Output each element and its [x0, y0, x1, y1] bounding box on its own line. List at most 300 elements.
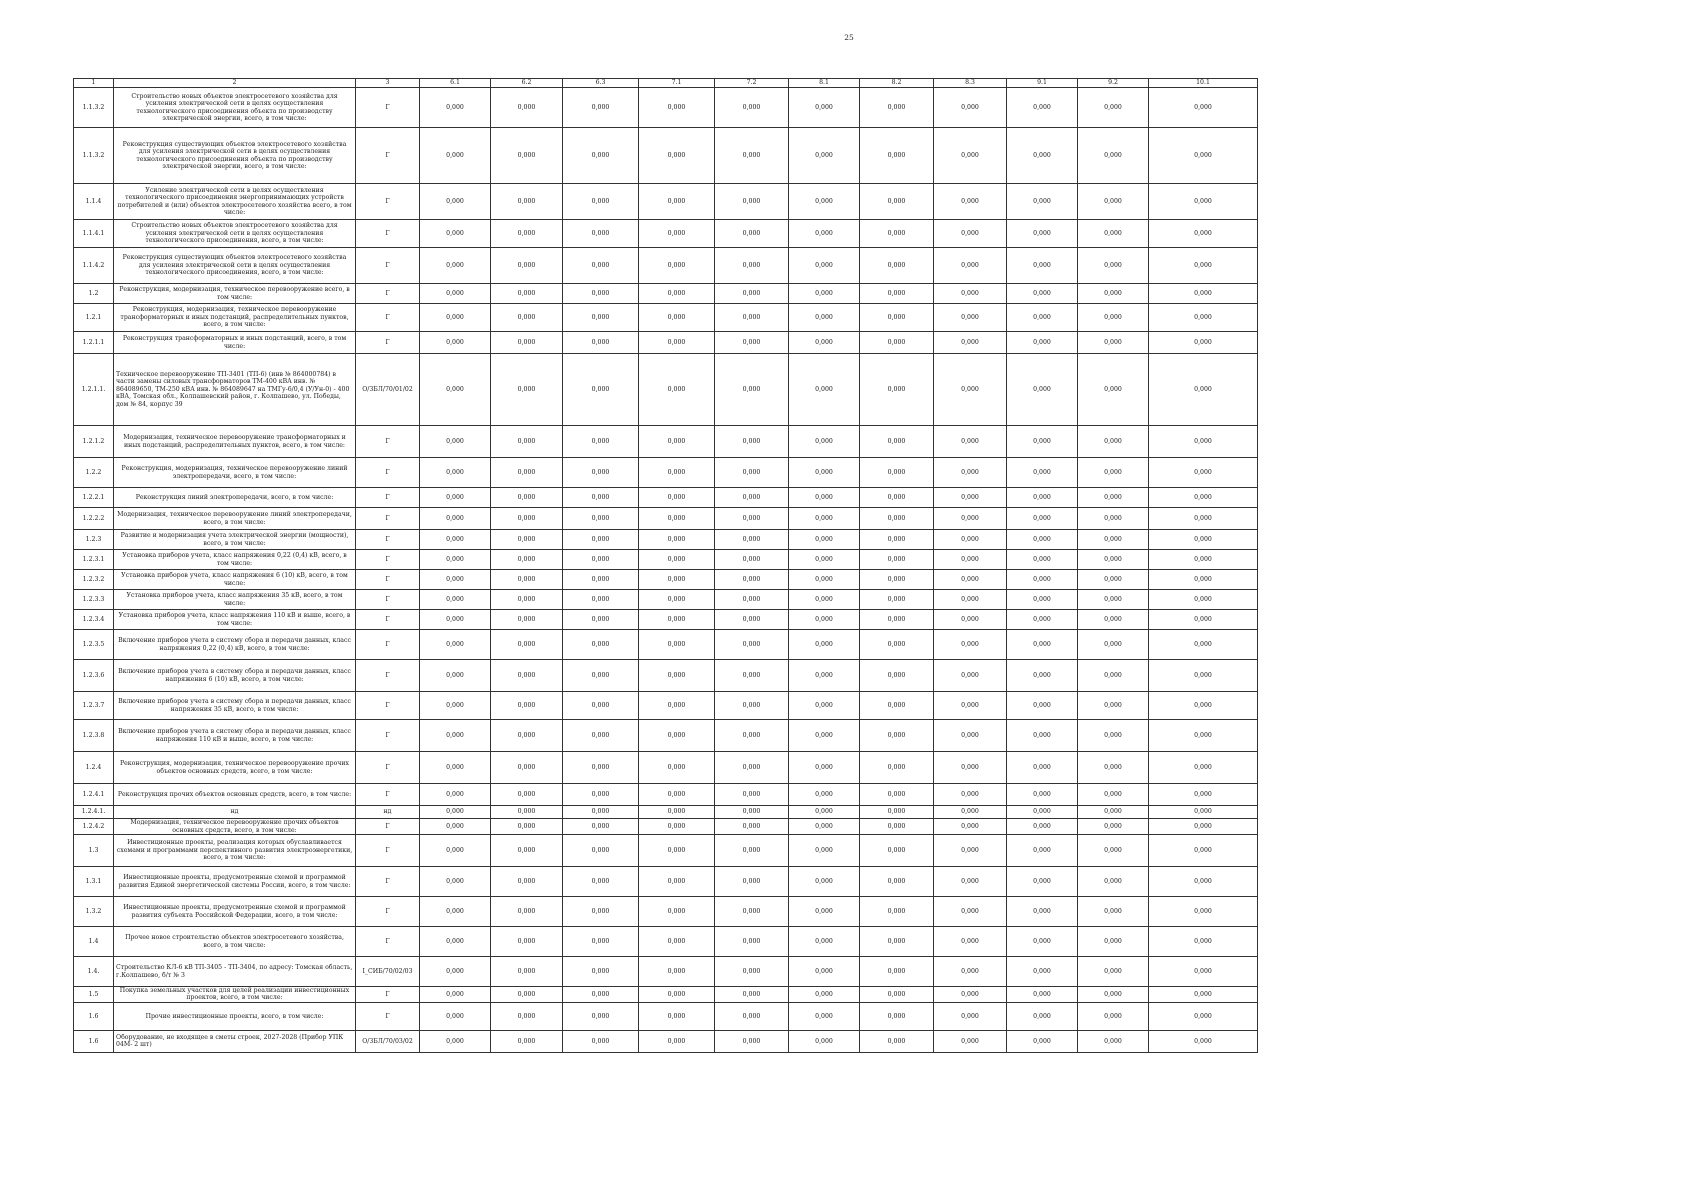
value-cell: 0,000	[639, 692, 715, 720]
value-cell: 0,000	[491, 284, 563, 304]
value-cell: 0,000	[639, 720, 715, 752]
value-cell: 0,000	[860, 220, 934, 248]
header-cell: 10.1	[1149, 79, 1258, 88]
row-id-cell: 1.2.3.7	[74, 692, 114, 720]
value-cell: 0,000	[491, 550, 563, 570]
value-cell: 0,000	[860, 128, 934, 184]
value-cell: 0,000	[789, 458, 860, 488]
header-cell: 7.1	[639, 79, 715, 88]
value-cell: 0,000	[789, 1030, 860, 1052]
value-cell: 0,000	[934, 550, 1007, 570]
row-code-cell: Г	[356, 488, 420, 508]
table-row	[74, 720, 1258, 752]
value-cell: 0,000	[715, 610, 789, 630]
value-cell: 0,000	[420, 720, 491, 752]
value-cell: 0,000	[934, 630, 1007, 660]
row-id-cell: 1.2.3.6	[74, 660, 114, 692]
value-cell: 0,000	[860, 819, 934, 835]
value-cell: 0,000	[860, 508, 934, 530]
row-id-cell: 1.1.3.2	[74, 128, 114, 184]
table-row	[74, 458, 1258, 488]
value-cell: 0,000	[1149, 570, 1258, 590]
row-name-cell: Реконструкция существующих объектов электросетевого хозяйства для усиления электрической сети в целях осуществления технологического присоединения, всего, в том числе:	[114, 248, 356, 284]
row-code-cell: Г	[356, 660, 420, 692]
value-cell: 0,000	[639, 284, 715, 304]
value-cell: 0,000	[934, 835, 1007, 867]
row-code-cell: Г	[356, 590, 420, 610]
value-cell: 0,000	[639, 88, 715, 128]
value-cell: 0,000	[860, 458, 934, 488]
value-cell: 0,000	[860, 610, 934, 630]
value-cell: 0,000	[1007, 128, 1078, 184]
value-cell: 0,000	[934, 784, 1007, 806]
row-name-cell: Техническое перевооружение ТП-3401 (ТП-6) (инв № 864000784) в части замены силовых трансформаторов ТМ-400 кВА инв. № 864089650, ТМ-250 кВА инв. № 864089647 на ТМГу-6/0,4 (У/Ун-0) - 400 кВА, Томская обл., Колпашевский район, г. Колпашево, ул. Победы, дом № 84, корпус 39	[114, 354, 356, 426]
value-cell: 0,000	[789, 897, 860, 927]
value-cell: 0,000	[1149, 987, 1258, 1003]
value-cell: 0,000	[563, 332, 639, 354]
row-id-cell: 1.2.4.1	[74, 784, 114, 806]
row-name-cell: Реконструкция существующих объектов электросетевого хозяйства для усиления электрической сети в целях осуществления технологического присоединения объекта по производству электрической энергии, всего, в том числе:	[114, 128, 356, 184]
value-cell: 0,000	[860, 720, 934, 752]
value-cell: 0,000	[934, 220, 1007, 248]
row-id-cell: 1.2.3.5	[74, 630, 114, 660]
value-cell: 0,000	[860, 660, 934, 692]
investment-table	[73, 78, 1258, 1053]
value-cell: 0,000	[934, 488, 1007, 508]
value-cell: 0,000	[491, 354, 563, 426]
value-cell: 0,000	[563, 784, 639, 806]
value-cell: 0,000	[420, 458, 491, 488]
value-cell: 0,000	[639, 354, 715, 426]
value-cell: 0,000	[715, 354, 789, 426]
value-cell: 0,000	[420, 284, 491, 304]
value-cell: 0,000	[1078, 927, 1149, 957]
row-name-cell: Включение приборов учета в систему сбора и передачи данных, класс напряжения 0,22 (0,4) кВ, всего, в том числе:	[114, 630, 356, 660]
row-name-cell: Реконструкция прочих объектов основных средств, всего, в том числе:	[114, 784, 356, 806]
value-cell: 0,000	[860, 284, 934, 304]
value-cell: 0,000	[1007, 1002, 1078, 1030]
value-cell: 0,000	[563, 184, 639, 220]
value-cell: 0,000	[1078, 867, 1149, 897]
value-cell: 0,000	[715, 332, 789, 354]
value-cell: 0,000	[1007, 897, 1078, 927]
value-cell: 0,000	[1078, 128, 1149, 184]
value-cell: 0,000	[789, 332, 860, 354]
row-code-cell: Г	[356, 692, 420, 720]
row-code-cell: Г	[356, 1002, 420, 1030]
row-name-cell: Оборудование, не входящее в сметы строек, 2027-2028 (Прибор УПК 04М- 2 шт)	[114, 1030, 356, 1052]
row-id-cell: 1.2.1.1.	[74, 354, 114, 426]
row-name-cell: Прочее новое строительство объектов электросетевого хозяйства, всего, в том числе:	[114, 927, 356, 957]
value-cell: 0,000	[715, 867, 789, 897]
value-cell: 0,000	[715, 530, 789, 550]
value-cell: 0,000	[1078, 660, 1149, 692]
table-row	[74, 304, 1258, 332]
value-cell: 0,000	[860, 304, 934, 332]
value-cell: 0,000	[563, 304, 639, 332]
header-cell: 3	[356, 79, 420, 88]
page-number: 25	[844, 33, 854, 42]
value-cell: 0,000	[934, 332, 1007, 354]
value-cell: 0,000	[934, 610, 1007, 630]
row-id-cell: 1.2.1.1	[74, 332, 114, 354]
value-cell: 0,000	[639, 184, 715, 220]
value-cell: 0,000	[715, 248, 789, 284]
row-name-cell: Реконструкция, модернизация, техническое перевооружение прочих объектов основных средств, всего, в том числе:	[114, 752, 356, 784]
value-cell: 0,000	[860, 1002, 934, 1030]
value-cell: 0,000	[1007, 426, 1078, 458]
value-cell: 0,000	[1149, 332, 1258, 354]
value-cell: 0,000	[491, 128, 563, 184]
value-cell: 0,000	[1149, 867, 1258, 897]
value-cell: 0,000	[934, 88, 1007, 128]
value-cell: 0,000	[860, 927, 934, 957]
row-name-cell: Включение приборов учета в систему сбора и передачи данных, класс напряжения 6 (10) кВ, всего, в том числе:	[114, 660, 356, 692]
value-cell: 0,000	[1007, 806, 1078, 819]
row-id-cell: 1.2.3.4	[74, 610, 114, 630]
value-cell: 0,000	[789, 1002, 860, 1030]
table-row	[74, 284, 1258, 304]
row-name-cell: Инвестиционные проекты, предусмотренные схемой и программой развития субъекта Российской Федерации, всего, в том числе:	[114, 897, 356, 927]
value-cell: 0,000	[639, 660, 715, 692]
table-row	[74, 508, 1258, 530]
row-code-cell: Г	[356, 220, 420, 248]
value-cell: 0,000	[639, 248, 715, 284]
value-cell: 0,000	[1007, 184, 1078, 220]
header-row	[74, 79, 1258, 88]
row-id-cell: 1.1.4.1	[74, 220, 114, 248]
value-cell: 0,000	[715, 426, 789, 458]
value-cell: 0,000	[934, 819, 1007, 835]
row-name-cell: Усиление электрической сети в целях осуществления технологического присоединения энергопринимающих устройств потребителей и (или) объектов электросетевого хозяйства всего, в том числе:	[114, 184, 356, 220]
value-cell: 0,000	[1149, 590, 1258, 610]
value-cell: 0,000	[860, 630, 934, 660]
value-cell: 0,000	[789, 508, 860, 530]
value-cell: 0,000	[420, 819, 491, 835]
row-code-cell: Г	[356, 304, 420, 332]
value-cell: 0,000	[789, 248, 860, 284]
value-cell: 0,000	[934, 720, 1007, 752]
value-cell: 0,000	[639, 867, 715, 897]
row-code-cell: Г	[356, 550, 420, 570]
value-cell: 0,000	[639, 752, 715, 784]
value-cell: 0,000	[1078, 426, 1149, 458]
value-cell: 0,000	[420, 184, 491, 220]
value-cell: 0,000	[1007, 570, 1078, 590]
value-cell: 0,000	[491, 784, 563, 806]
value-cell: 0,000	[934, 692, 1007, 720]
value-cell: 0,000	[639, 426, 715, 458]
value-cell: 0,000	[715, 220, 789, 248]
value-cell: 0,000	[1078, 610, 1149, 630]
row-id-cell: 1.2.2.2	[74, 508, 114, 530]
value-cell: 0,000	[1078, 570, 1149, 590]
row-id-cell: 1.1.4	[74, 184, 114, 220]
value-cell: 0,000	[1078, 819, 1149, 835]
value-cell: 0,000	[860, 488, 934, 508]
table-row	[74, 819, 1258, 835]
value-cell: 0,000	[639, 610, 715, 630]
header-cell: 2	[114, 79, 356, 88]
row-name-cell: Строительство новых объектов электросетевого хозяйства для усиления электрической сети в целях осуществления технологического присоединения объекта по производству электрической энергии, всего, в том числе:	[114, 88, 356, 128]
value-cell: 0,000	[1149, 927, 1258, 957]
value-cell: 0,000	[1149, 957, 1258, 987]
value-cell: 0,000	[1007, 530, 1078, 550]
value-cell: 0,000	[563, 957, 639, 987]
value-cell: 0,000	[491, 752, 563, 784]
row-id-cell: 1.2.3	[74, 530, 114, 550]
value-cell: 0,000	[491, 458, 563, 488]
value-cell: 0,000	[1149, 426, 1258, 458]
value-cell: 0,000	[491, 332, 563, 354]
value-cell: 0,000	[715, 508, 789, 530]
value-cell: 0,000	[860, 897, 934, 927]
value-cell: 0,000	[934, 284, 1007, 304]
value-cell: 0,000	[563, 88, 639, 128]
value-cell: 0,000	[639, 570, 715, 590]
row-name-cell: Включение приборов учета в систему сбора и передачи данных, класс напряжения 35 кВ, всего, в том числе:	[114, 692, 356, 720]
value-cell: 0,000	[1007, 630, 1078, 660]
value-cell: 0,000	[1078, 184, 1149, 220]
value-cell: 0,000	[1078, 332, 1149, 354]
value-cell: 0,000	[491, 720, 563, 752]
value-cell: 0,000	[715, 1030, 789, 1052]
table-row	[74, 752, 1258, 784]
value-cell: 0,000	[1078, 630, 1149, 660]
value-cell: 0,000	[1078, 458, 1149, 488]
value-cell: 0,000	[639, 550, 715, 570]
value-cell: 0,000	[789, 835, 860, 867]
value-cell: 0,000	[1007, 957, 1078, 987]
value-cell: 0,000	[1149, 458, 1258, 488]
row-name-cell: нд	[114, 806, 356, 819]
value-cell: 0,000	[934, 508, 1007, 530]
row-id-cell: 1.6	[74, 1002, 114, 1030]
value-cell: 0,000	[639, 897, 715, 927]
value-cell: 0,000	[1078, 550, 1149, 570]
table-row	[74, 550, 1258, 570]
value-cell: 0,000	[491, 692, 563, 720]
value-cell: 0,000	[639, 128, 715, 184]
value-cell: 0,000	[934, 248, 1007, 284]
value-cell: 0,000	[789, 927, 860, 957]
value-cell: 0,000	[1007, 819, 1078, 835]
value-cell: 0,000	[934, 1002, 1007, 1030]
value-cell: 0,000	[420, 692, 491, 720]
value-cell: 0,000	[491, 1030, 563, 1052]
value-cell: 0,000	[420, 508, 491, 530]
value-cell: 0,000	[789, 819, 860, 835]
value-cell: 0,000	[563, 692, 639, 720]
value-cell: 0,000	[563, 835, 639, 867]
value-cell: 0,000	[934, 426, 1007, 458]
value-cell: 0,000	[789, 630, 860, 660]
value-cell: 0,000	[934, 752, 1007, 784]
header-cell: 9.1	[1007, 79, 1078, 88]
value-cell: 0,000	[715, 630, 789, 660]
value-cell: 0,000	[1007, 1030, 1078, 1052]
value-cell: 0,000	[789, 304, 860, 332]
value-cell: 0,000	[639, 508, 715, 530]
value-cell: 0,000	[491, 184, 563, 220]
value-cell: 0,000	[789, 354, 860, 426]
value-cell: 0,000	[934, 806, 1007, 819]
value-cell: 0,000	[934, 354, 1007, 426]
row-code-cell: Г	[356, 867, 420, 897]
value-cell: 0,000	[789, 720, 860, 752]
value-cell: 0,000	[1149, 752, 1258, 784]
value-cell: 0,000	[1078, 784, 1149, 806]
value-cell: 0,000	[715, 752, 789, 784]
value-cell: 0,000	[491, 806, 563, 819]
value-cell: 0,000	[639, 957, 715, 987]
value-cell: 0,000	[1078, 692, 1149, 720]
value-cell: 0,000	[1078, 987, 1149, 1003]
table-row	[74, 987, 1258, 1003]
value-cell: 0,000	[420, 987, 491, 1003]
value-cell: 0,000	[563, 806, 639, 819]
value-cell: 0,000	[563, 1002, 639, 1030]
value-cell: 0,000	[420, 530, 491, 550]
value-cell: 0,000	[563, 590, 639, 610]
value-cell: 0,000	[715, 835, 789, 867]
table-row	[74, 957, 1258, 987]
row-name-cell: Установка приборов учета, класс напряжения 6 (10) кВ, всего, в том числе:	[114, 570, 356, 590]
value-cell: 0,000	[789, 88, 860, 128]
value-cell: 0,000	[491, 508, 563, 530]
row-code-cell: Г	[356, 458, 420, 488]
value-cell: 0,000	[934, 128, 1007, 184]
value-cell: 0,000	[1149, 692, 1258, 720]
value-cell: 0,000	[491, 867, 563, 897]
value-cell: 0,000	[563, 458, 639, 488]
value-cell: 0,000	[934, 590, 1007, 610]
value-cell: 0,000	[420, 332, 491, 354]
value-cell: 0,000	[789, 570, 860, 590]
row-id-cell: 1.3.2	[74, 897, 114, 927]
row-name-cell: Инвестиционные проекты, предусмотренные схемой и программой развития Единой энергетической системы России, всего, в том числе:	[114, 867, 356, 897]
value-cell: 0,000	[860, 354, 934, 426]
value-cell: 0,000	[420, 752, 491, 784]
value-cell: 0,000	[563, 720, 639, 752]
value-cell: 0,000	[639, 806, 715, 819]
row-name-cell: Реконструкция трансформаторных и иных подстанций, всего, в том числе:	[114, 332, 356, 354]
value-cell: 0,000	[1007, 304, 1078, 332]
value-cell: 0,000	[1007, 354, 1078, 426]
row-name-cell: Модернизация, техническое перевооружение трансформаторных и иных подстанций, распределительных пунктов, всего, в том числе:	[114, 426, 356, 458]
row-id-cell: 1.2	[74, 284, 114, 304]
value-cell: 0,000	[420, 354, 491, 426]
row-code-cell: Г	[356, 332, 420, 354]
value-cell: 0,000	[1007, 220, 1078, 248]
row-id-cell: 1.2.3.3	[74, 590, 114, 610]
row-name-cell: Развитие и модернизация учета электрической энергии (мощности), всего, в том числе:	[114, 530, 356, 550]
value-cell: 0,000	[715, 184, 789, 220]
row-code-cell: Г	[356, 630, 420, 660]
value-cell: 0,000	[639, 630, 715, 660]
value-cell: 0,000	[420, 570, 491, 590]
value-cell: 0,000	[1149, 1002, 1258, 1030]
value-cell: 0,000	[491, 660, 563, 692]
value-cell: 0,000	[420, 835, 491, 867]
value-cell: 0,000	[1149, 630, 1258, 660]
value-cell: 0,000	[715, 987, 789, 1003]
row-code-cell: Г	[356, 184, 420, 220]
value-cell: 0,000	[1149, 128, 1258, 184]
row-code-cell: Г	[356, 752, 420, 784]
row-id-cell: 1.2.1	[74, 304, 114, 332]
table-row	[74, 835, 1258, 867]
row-name-cell: Инвестиционные проекты, реализация которых обуславливается схемами и программами перспективного развития электроэнергетики, всего, в том числе:	[114, 835, 356, 867]
value-cell: 0,000	[563, 610, 639, 630]
value-cell: 0,000	[715, 88, 789, 128]
row-code-cell: Г	[356, 426, 420, 458]
row-code-cell: I_СИБ/70/02/03	[356, 957, 420, 987]
table-row	[74, 660, 1258, 692]
value-cell: 0,000	[789, 426, 860, 458]
value-cell: 0,000	[1007, 867, 1078, 897]
value-cell: 0,000	[934, 867, 1007, 897]
row-name-cell: Реконструкция, модернизация, техническое перевооружение трансформаторных и иных подстанций, распределительных пунктов, всего, в том числе:	[114, 304, 356, 332]
value-cell: 0,000	[420, 867, 491, 897]
row-name-cell: Строительство КЛ-6 кВ ТП-3405 - ТП-3404, по адресу: Томская область, г.Колпашево, б/т № 3	[114, 957, 356, 987]
value-cell: 0,000	[715, 720, 789, 752]
value-cell: 0,000	[563, 987, 639, 1003]
value-cell: 0,000	[639, 332, 715, 354]
value-cell: 0,000	[491, 220, 563, 248]
value-cell: 0,000	[934, 304, 1007, 332]
value-cell: 0,000	[420, 1002, 491, 1030]
value-cell: 0,000	[934, 458, 1007, 488]
value-cell: 0,000	[420, 220, 491, 248]
value-cell: 0,000	[563, 426, 639, 458]
value-cell: 0,000	[715, 458, 789, 488]
row-code-cell: Г	[356, 248, 420, 284]
value-cell: 0,000	[1078, 304, 1149, 332]
row-code-cell: О/ЗБЛ/70/03/02	[356, 1030, 420, 1052]
value-cell: 0,000	[789, 284, 860, 304]
value-cell: 0,000	[563, 550, 639, 570]
value-cell: 0,000	[420, 897, 491, 927]
table-row	[74, 220, 1258, 248]
value-cell: 0,000	[563, 1030, 639, 1052]
header-cell: 8.2	[860, 79, 934, 88]
table-row	[74, 354, 1258, 426]
value-cell: 0,000	[1007, 692, 1078, 720]
value-cell: 0,000	[1007, 752, 1078, 784]
value-cell: 0,000	[1149, 88, 1258, 128]
value-cell: 0,000	[715, 806, 789, 819]
value-cell: 0,000	[1007, 927, 1078, 957]
row-id-cell: 1.2.1.2	[74, 426, 114, 458]
value-cell: 0,000	[1149, 660, 1258, 692]
value-cell: 0,000	[420, 806, 491, 819]
value-cell: 0,000	[715, 660, 789, 692]
value-cell: 0,000	[860, 692, 934, 720]
row-name-cell: Реконструкция линий электропередачи, всего, в том числе:	[114, 488, 356, 508]
value-cell: 0,000	[715, 570, 789, 590]
value-cell: 0,000	[563, 248, 639, 284]
value-cell: 0,000	[563, 867, 639, 897]
value-cell: 0,000	[1149, 550, 1258, 570]
value-cell: 0,000	[715, 128, 789, 184]
table-row	[74, 426, 1258, 458]
value-cell: 0,000	[789, 488, 860, 508]
value-cell: 0,000	[420, 304, 491, 332]
value-cell: 0,000	[860, 867, 934, 897]
row-code-cell: Г	[356, 128, 420, 184]
value-cell: 0,000	[1007, 458, 1078, 488]
